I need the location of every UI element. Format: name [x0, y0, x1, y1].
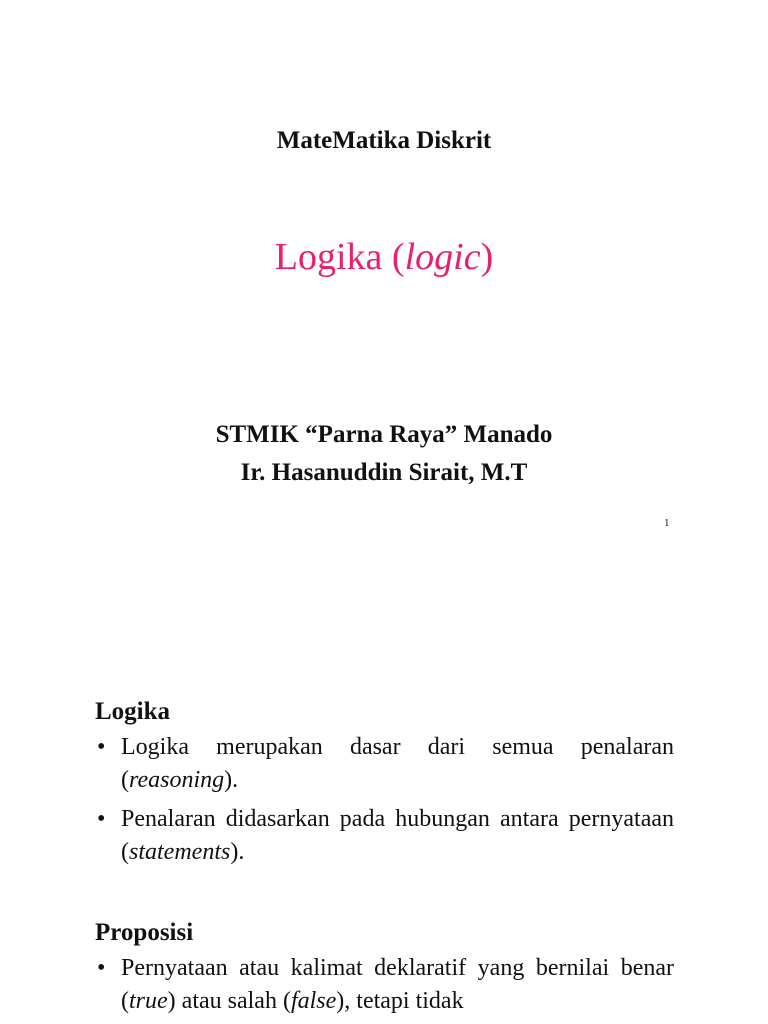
bullet-glyph: •	[97, 806, 106, 832]
slide-title-main: Logika (	[274, 236, 405, 278]
section-logika	[95, 697, 674, 875]
bullet-text-italic: statements	[129, 839, 231, 865]
section-proposisi	[95, 918, 674, 1024]
bullet-text: Pernyataan atau kalimat deklaratif yang bernilai benar (	[121, 955, 674, 1014]
bullet-text-end: ), tetapi tidak	[336, 988, 464, 1014]
section-heading: Proposisi	[95, 919, 194, 946]
bullet-text-italic: false	[290, 988, 337, 1014]
list-item	[95, 952, 674, 1018]
bullet-glyph: •	[97, 955, 106, 981]
bullet-text-italic: true	[129, 988, 168, 1014]
bullet-text: Logika merupakan dasar dari semua penalaran (	[121, 734, 674, 793]
bullet-text-mid: ) atau salah (	[167, 988, 291, 1014]
institution-name: STMIK “Parna Raya” Manado	[215, 421, 553, 448]
list-item	[95, 803, 674, 869]
bullet-text-end: ).	[230, 839, 245, 865]
list-item	[95, 731, 674, 797]
slide-title-close: )	[480, 236, 494, 278]
bullet-text-italic: reasoning	[129, 767, 225, 793]
page-number: 1	[664, 517, 670, 529]
bullet-glyph: •	[97, 734, 106, 760]
bullet-text-end: ).	[224, 767, 239, 793]
bullet-text: Penalaran didasarkan pada hubungan antara pernyataan (	[121, 806, 674, 865]
author-name: Ir. Hasanuddin Sirait, M.T	[240, 459, 528, 486]
course-title: MateMatika Diskrit	[276, 127, 492, 154]
section-heading: Logika	[95, 698, 171, 725]
slide-title-italic: logic	[404, 236, 481, 278]
slide-title	[0, 234, 768, 280]
